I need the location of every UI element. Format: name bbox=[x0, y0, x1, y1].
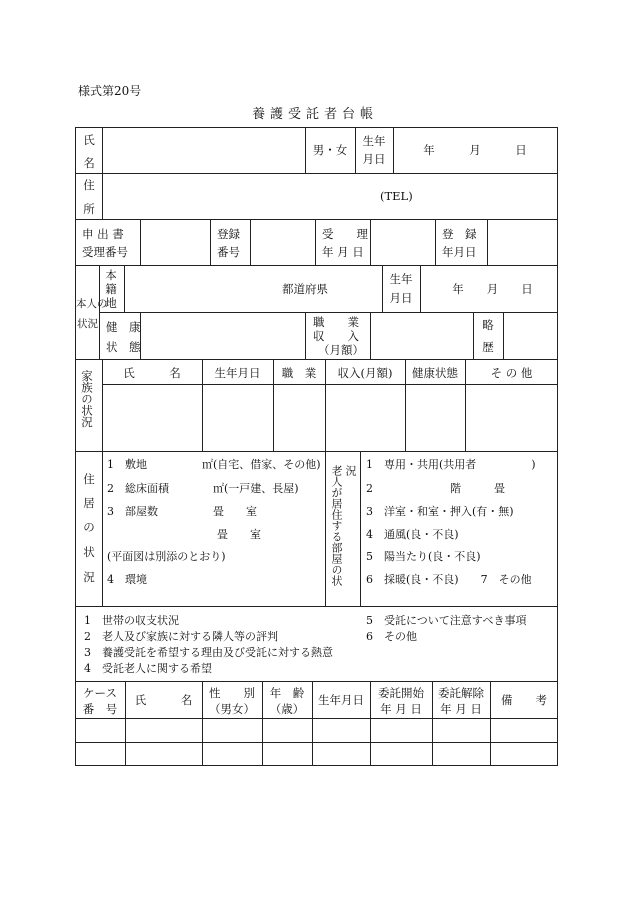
housing-label-4: 状 bbox=[83, 545, 95, 559]
occupation-label-1: 職 業 bbox=[313, 315, 359, 329]
case-header-remarks: 備 考 bbox=[501, 693, 547, 707]
case-header-birth: 生年月日 bbox=[318, 693, 364, 707]
birth-date-fields: 年 月 日 bbox=[423, 143, 527, 157]
note-item-2: 2 老人及び家族に対する隣人等の評判 bbox=[84, 630, 278, 643]
rule-v-r4d bbox=[420, 265, 421, 312]
rule-v-r1d bbox=[393, 127, 394, 173]
self-birth-label-2: 月日 bbox=[389, 291, 413, 305]
case-header-gender-1: 性 別 bbox=[209, 686, 255, 700]
rule-h8 bbox=[75, 606, 558, 607]
name-label-1: 氏 bbox=[83, 133, 95, 147]
case-header-end-2: 年 月 日 bbox=[440, 702, 482, 716]
birth-label-2: 月日 bbox=[362, 152, 386, 166]
rule-v-r3d bbox=[315, 219, 316, 265]
rule-v-r4g bbox=[370, 312, 371, 359]
health-label-2: 状 態 bbox=[106, 340, 141, 354]
family-header-other: そ の 他 bbox=[490, 366, 533, 380]
room-item-3: 3 洋室・和室・押入(有・無) bbox=[366, 505, 514, 518]
rule-h1 bbox=[75, 173, 558, 174]
rule-v-r1a bbox=[102, 127, 103, 173]
domicile-label-3: 地 bbox=[105, 296, 117, 310]
health-label-1: 健 康 bbox=[106, 320, 141, 334]
case-header-number-2: 番 号 bbox=[82, 702, 118, 716]
rule-h9 bbox=[75, 681, 558, 682]
prefecture-label: 都道府県 bbox=[282, 282, 328, 296]
room-item-5: 5 陽当たり(良・不良) bbox=[366, 550, 481, 563]
rule-v-r4a bbox=[99, 265, 100, 359]
case-header-age-1: 年 齢 bbox=[269, 686, 305, 700]
page-title: 養護受託者台帳 bbox=[251, 107, 378, 122]
housing-item-2: 2 総床面積 ㎡(一戸建、長屋) bbox=[107, 482, 299, 495]
housing-item-3b: 畳 室 bbox=[107, 528, 261, 541]
gender-field: 男・女 bbox=[312, 143, 348, 157]
case-header-number-1: ケース bbox=[83, 686, 117, 700]
family-header-income: 収入(月額) bbox=[337, 366, 393, 380]
domicile-label-1: 本 bbox=[105, 268, 117, 282]
rule-h6 bbox=[102, 384, 558, 385]
birth-label-1: 生年 bbox=[362, 134, 386, 148]
form-number: 様式第20号 bbox=[78, 84, 142, 98]
self-birth-date-fields: 年 月 日 bbox=[452, 282, 533, 296]
family-header-name: 氏 名 bbox=[123, 366, 181, 380]
rule-h3 bbox=[75, 265, 558, 266]
family-header-health: 健康状態 bbox=[412, 366, 458, 380]
rule-v-r3b bbox=[210, 219, 211, 265]
rule-v-r2a bbox=[102, 173, 103, 219]
rule-v-r3a bbox=[140, 219, 141, 265]
case-header-end-1: 委託解除 bbox=[438, 686, 484, 700]
housing-item-4: 4 環境 bbox=[107, 573, 147, 586]
case-header-start-2: 年 月 日 bbox=[380, 702, 422, 716]
self-status-label-2: 状況 bbox=[77, 318, 98, 330]
rule-v-hous1 bbox=[325, 451, 326, 606]
housing-label-1: 住 bbox=[83, 472, 95, 486]
housing-item-plan: (平面図は別添のとおり) bbox=[107, 550, 226, 563]
case-header-age-2: （歳） bbox=[269, 702, 305, 716]
address-label-1: 住 bbox=[83, 178, 95, 192]
room-item-6: 6 採暖(良・不良) 7 その他 bbox=[366, 573, 532, 586]
family-header-occupation: 職 業 bbox=[281, 366, 317, 380]
rule-v-r4f bbox=[305, 312, 306, 359]
rule-v-r4i bbox=[503, 312, 504, 359]
receipt-date-label-2: 年 月 日 bbox=[322, 245, 364, 259]
rule-v-r4b bbox=[124, 265, 125, 312]
rule-v-r3f bbox=[435, 219, 436, 265]
rule-v-r3e bbox=[370, 219, 371, 265]
room-label-col1: 老人が居住する部屋の状 bbox=[330, 465, 343, 586]
room-item-1: 1 専用・共用(共用者 ) bbox=[366, 458, 536, 471]
self-birth-label-1: 生年 bbox=[389, 272, 413, 286]
application-label-1: 申 出 書 bbox=[82, 227, 124, 241]
self-status-label-1: 本人の bbox=[76, 298, 108, 310]
room-item-4: 4 通風(良・不良) bbox=[366, 528, 459, 541]
registration-no-label-2: 番号 bbox=[217, 245, 240, 259]
rule-v-r3g bbox=[487, 219, 488, 265]
room-label-col2: 況 bbox=[344, 465, 357, 476]
rule-v-hous2 bbox=[360, 451, 361, 606]
name-label-2: 名 bbox=[83, 156, 95, 170]
rule-h10 bbox=[75, 718, 558, 719]
case-header-name: 氏 名 bbox=[134, 693, 193, 707]
occupation-label-3: （月額） bbox=[318, 343, 364, 357]
note-item-6: 6 その他 bbox=[366, 630, 417, 643]
housing-item-1: 1 敷地 ㎡(自宅、借家、その他) bbox=[107, 458, 321, 471]
rule-h4 bbox=[99, 312, 558, 313]
note-item-3: 3 養護受託を希望する理由及び受託に対する熱意 bbox=[84, 646, 333, 659]
family-status-label: 家族の状況 bbox=[80, 370, 94, 428]
housing-label-2: 居 bbox=[83, 496, 95, 510]
rule-h2 bbox=[75, 219, 558, 220]
note-item-1: 1 世帯の収支状況 bbox=[84, 614, 179, 627]
rule-h7 bbox=[75, 451, 558, 452]
rule-h5 bbox=[75, 359, 558, 360]
occupation-label-2: 収 入 bbox=[313, 329, 359, 343]
registration-date-label-1: 登 録 bbox=[442, 227, 477, 241]
receipt-date-label-1: 受 理 bbox=[322, 227, 368, 241]
address-label-2: 所 bbox=[83, 202, 95, 216]
housing-item-3: 3 部屋数 畳 室 bbox=[107, 505, 257, 518]
registration-no-label-1: 登録 bbox=[217, 227, 240, 241]
case-header-gender-2: （男女） bbox=[209, 702, 255, 716]
rule-v-r3c bbox=[250, 219, 251, 265]
history-label-2: 歴 bbox=[482, 340, 494, 354]
case-header-start-1: 委託開始 bbox=[378, 686, 424, 700]
domicile-label-2: 籍 bbox=[105, 282, 117, 296]
housing-label-3: の bbox=[83, 520, 95, 534]
application-label-2: 受理番号 bbox=[82, 245, 128, 259]
rule-h11 bbox=[75, 742, 558, 743]
housing-label-5: 況 bbox=[83, 570, 95, 584]
rule-v-hous0 bbox=[102, 451, 103, 606]
note-item-4: 4 受託老人に関する希望 bbox=[84, 662, 212, 675]
registration-date-label-2: 年月日 bbox=[442, 245, 477, 259]
tel-label: (TEL) bbox=[380, 189, 413, 203]
family-header-birth: 生年月日 bbox=[214, 366, 261, 380]
history-label-1: 略 bbox=[482, 318, 494, 332]
room-item-2: 2 階 畳 bbox=[366, 482, 505, 495]
rule-v-r4h bbox=[473, 312, 474, 359]
note-item-5: 5 受託について注意すべき事項 bbox=[366, 614, 527, 627]
